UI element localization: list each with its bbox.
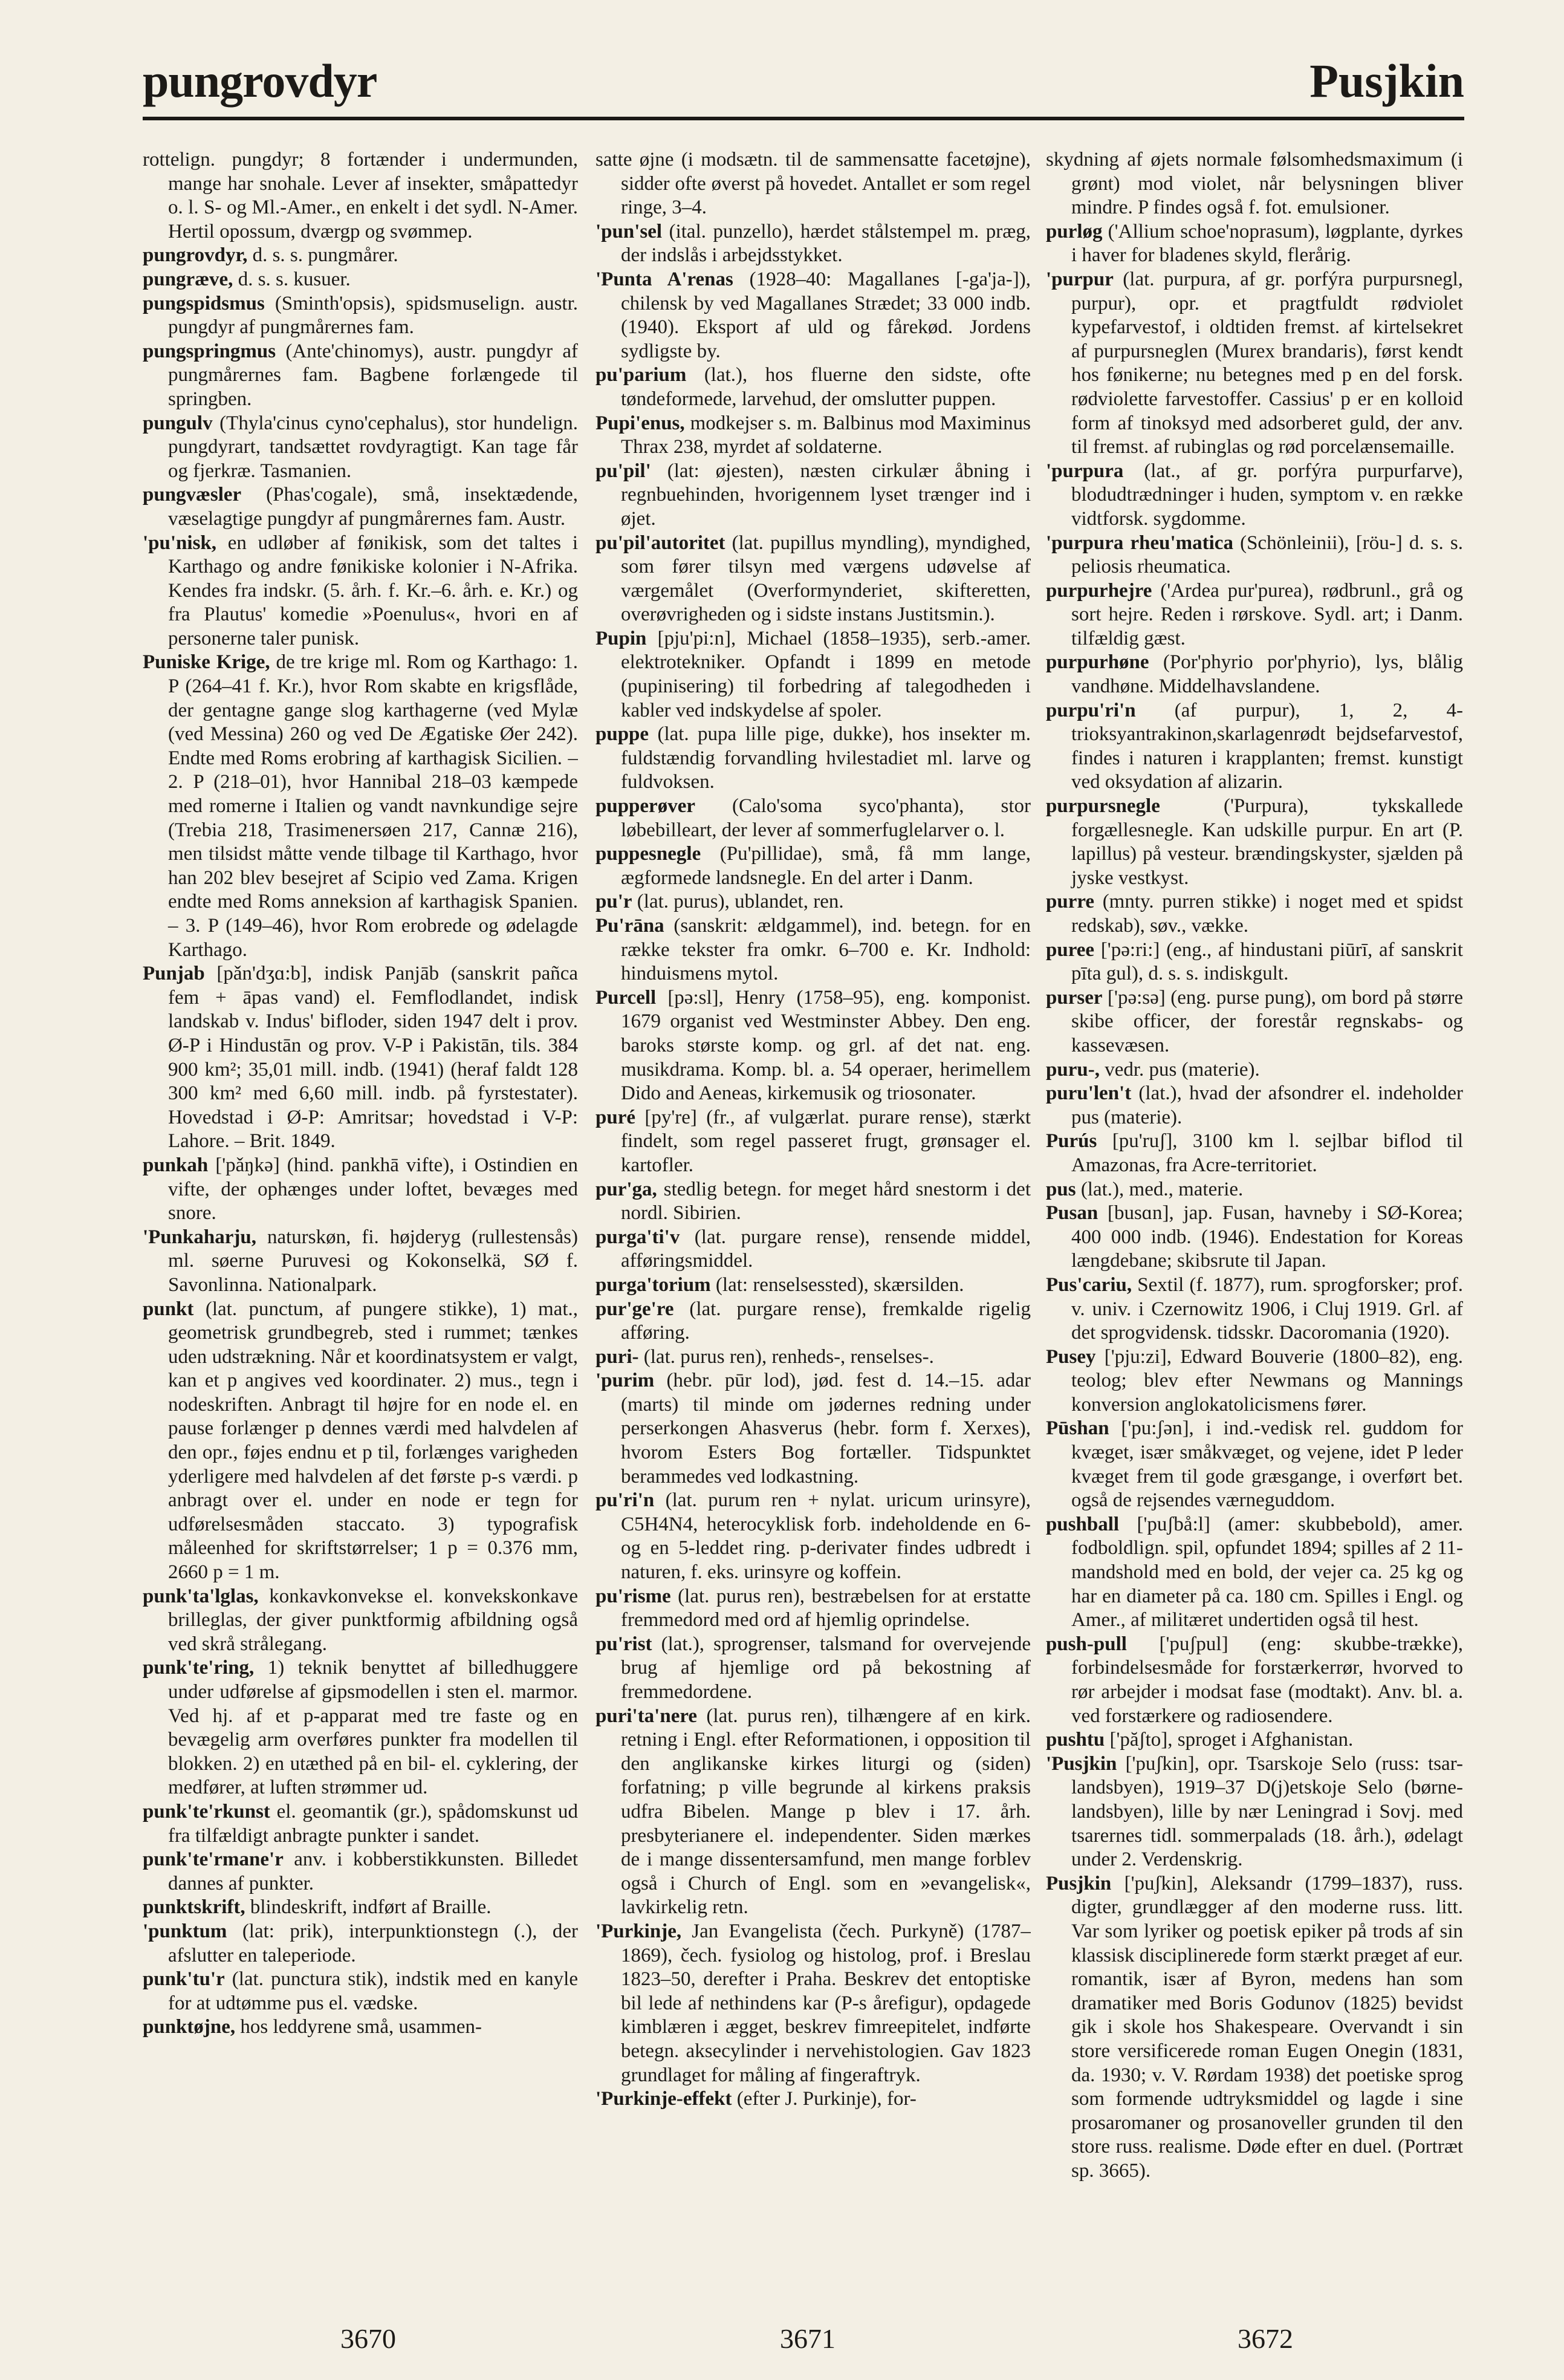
entry-headword: pu'risme bbox=[595, 1585, 671, 1607]
dictionary-entry bbox=[595, 723, 1031, 795]
page-header-right: Pusjkin bbox=[1309, 54, 1464, 107]
dictionary-entry bbox=[595, 148, 1031, 220]
dictionary-entry bbox=[143, 1800, 578, 1848]
dictionary-entry bbox=[143, 292, 578, 340]
dictionary-entry bbox=[595, 363, 1031, 411]
entry-text: stedlig betegn. for meget hård snestorm i det nordl. Sibirien. bbox=[621, 1178, 1031, 1224]
entry-headword: Pūshan bbox=[1046, 1417, 1109, 1440]
entry-headword: Pupin bbox=[595, 627, 647, 649]
entry-headword: puri'ta'nere bbox=[595, 1705, 698, 1727]
entry-headword: 'pun'sel bbox=[595, 220, 663, 242]
entry-text: (Calo'soma syco'phanta), stor løbebilleart, der lever af sommerfuglelarver o. l. bbox=[621, 795, 1031, 841]
entry-text: (lat. purus), ublandet, ren. bbox=[637, 891, 844, 913]
dictionary-entry bbox=[595, 460, 1031, 532]
dictionary-entry bbox=[1046, 938, 1463, 986]
entry-text: naturskøn, fi. højderyg (rullestensås) ml. søerne Puruvesi og Kokonselkä, SØ f. Savonlinna. Nationalpark. bbox=[168, 1226, 578, 1296]
dictionary-entry bbox=[595, 268, 1031, 363]
entry-headword: pu'rist bbox=[595, 1633, 652, 1655]
dictionary-entry bbox=[1046, 1058, 1463, 1082]
entry-headword: puppe bbox=[595, 723, 649, 746]
header-rule bbox=[143, 117, 1464, 120]
entry-text: [busɑn], jap. Fusan, havneby i SØ-Korea; 400 000 indb. (1946). Endestation for Koreas længdebane; skibsrute til Japan. bbox=[1071, 1202, 1463, 1272]
entry-text: (lat. punctura stik), indstik med en kanyle for at udtømme pus el. vædske. bbox=[168, 1968, 578, 2014]
dictionary-entry bbox=[1046, 1082, 1463, 1130]
entry-text: (Sminth'opsis), spidsmuselign. austr. pungdyr af pungmårernes fam. bbox=[168, 292, 578, 339]
entry-text: (lat. pupa lille pige, dukke), hos insekter m. fuldstændig forvandling hvilestadiet ml. larve og fuldvoksen. bbox=[621, 723, 1031, 793]
entry-text: (lat. purgare rense), fremkalde rigelig afføring. bbox=[621, 1298, 1031, 1344]
entry-text: ['pǎŋkə] (hind. pankhā vifte), i Ostindien en vifte, der ophænges under loftet, bevæges med snore. bbox=[168, 1154, 578, 1224]
dictionary-entry bbox=[595, 1369, 1031, 1489]
entry-text: (lat.), hvad der afsondrer el. indeholder pus (materie). bbox=[1071, 1082, 1463, 1128]
entry-headword: puru-, bbox=[1046, 1058, 1100, 1081]
entry-headword: pungspringmus bbox=[143, 340, 276, 362]
dictionary-entry bbox=[143, 148, 578, 244]
entry-headword: push-pull bbox=[1046, 1633, 1127, 1655]
dictionary-entry bbox=[595, 1226, 1031, 1273]
entry-headword: 'Pusjkin bbox=[1046, 1752, 1117, 1775]
entry-text: skydning af øjets normale følsomhedsmaximum (i grønt) mod violet, når belysningen bliver mindre. P findes også f. fot. emulsioner. bbox=[1046, 149, 1463, 219]
page-number-1: 3670 bbox=[340, 2323, 396, 2354]
entry-text: (Por'phyrio por'phyrio), lys, blålig vandhøne. Middelhavslandene. bbox=[1071, 651, 1463, 698]
dictionary-entry bbox=[595, 1585, 1031, 1633]
dictionary-entry bbox=[595, 795, 1031, 842]
dictionary-entry bbox=[595, 1489, 1031, 1584]
dictionary-entry bbox=[595, 220, 1031, 268]
entry-headword: purpu'ri'n bbox=[1046, 699, 1136, 721]
dictionary-entry bbox=[1046, 1417, 1463, 1512]
entry-headword: purga'ti'v bbox=[595, 1226, 680, 1248]
dictionary-entry bbox=[1046, 268, 1463, 460]
dictionary-entry bbox=[1046, 1178, 1463, 1202]
entry-headword: purpurhejre bbox=[1046, 579, 1152, 602]
entry-text: ['puʃkin], opr. Tsarskoje Selo (russ: tsar-landsbyen), 1919–37 D(j)etskoje Selo (børne-landsbyen), lille by nær Leningrad i Sovj. med tsarernes tidl. sommerpalads (18. årh.), ødelagt under 2. Verdenskrig. bbox=[1071, 1752, 1463, 1871]
entry-headword: pu'parium bbox=[595, 364, 687, 386]
entry-text: de tre krige ml. Rom og Karthago: 1. P (264–41 f. Kr.), hvor Rom skabte en krigsflåde, der gentagne gange slog karthagerne (ved Mylæ (ved Messina) 260 og ved De Ægatiske Øer 242). Endte med Roms erobring af karthagisk Sicilien. – 2. P (218–01), hvor Hannibal 218–03 kæmpede med romerne i Italien og vandt navnkundige sejre (Trebia 218, Trasimenersøen 217, Cannæ 216), men tilsidst måtte vende tilbage til Karthago, hvor han 202 blev besejret af Scipio ved Zama. Krigen endte med Roms anneksion af karthagisk Spanien. – 3. P (149–46), hvor Rom erobrede og ødelagde Karthago. bbox=[168, 651, 578, 961]
entry-text: ['puʃpul] (eng: skubbe-trække), forbindelsesmåde for forstærkerrør, hvorved to rør arbejder i modsat fase (modtakt). Anv. bl. a. ved forstærkere og radiosendere. bbox=[1071, 1633, 1463, 1727]
dictionary-entry bbox=[595, 1705, 1031, 1920]
column-3 bbox=[1046, 148, 1463, 2319]
dictionary-entry bbox=[1046, 1201, 1463, 1273]
dictionary-entry bbox=[1046, 651, 1463, 698]
entry-text: ['pju:zi], Edward Bouverie (1800–82), eng. teolog; blev efter Newmans og Mannings konversion anglokatolicismens fører. bbox=[1071, 1345, 1463, 1416]
entry-text: (lat. purgare rense), rensende middel, afføringsmiddel. bbox=[621, 1226, 1031, 1272]
dictionary-entry bbox=[595, 1920, 1031, 2087]
entry-headword: purløg bbox=[1046, 220, 1103, 242]
entry-text: (Ante'chinomys), austr. pungdyr af pungmårernes fam. Bagbene forlængede til springben. bbox=[168, 340, 578, 410]
entry-headword: purre bbox=[1046, 891, 1095, 913]
page-number-2: 3671 bbox=[780, 2323, 836, 2354]
dictionary-entry bbox=[1046, 1130, 1463, 1177]
entry-text: Jan Evangelista (čech. Purkyně) (1787–1869), čech. fysiolog og histolog, prof. i Breslau 1823–50, derefter i Praha. Beskrev det entoptiske bil lede af nethindens kar (P-s årefigur), opdagede kimblæren i ægget, beskrev fimreepitelet, indførte betegn. aksecylinder i nervehistologien. Gav 1823 grundlaget for måling af fingeraftryk. bbox=[621, 1920, 1031, 2086]
dictionary-entry bbox=[595, 412, 1031, 460]
entry-headword: pungrovdyr, bbox=[143, 244, 248, 267]
entry-text: (lat. purus ren), tilhængere af en kirk. retning i Engl. efter Reformationen, i opposition til den anglikanske kirkes liturgi og (siden) forfatning; p ville begrunde al kirkens praksis udfra Bibelen. Mange p blev i 17. årh. presbyterianere el. independenter. Siden mærkes de i mange dissentersamfund, men mange forblev også i Church of Engl. som en »evangelisk«, lavkirkelig retn. bbox=[621, 1705, 1031, 1919]
entry-text: ['pu:ʃən], i ind.-vedisk rel. guddom for kvæget, især småkvæget, og vejene, idet P leder kvæget frem til gode græsgange, i overført bet. også de rejsendes værneguddom. bbox=[1071, 1417, 1463, 1512]
entry-headword: Pusan bbox=[1046, 1202, 1098, 1224]
dictionary-entry bbox=[595, 532, 1031, 627]
entry-headword: 'purpura bbox=[1046, 460, 1124, 482]
dictionary-entry bbox=[1046, 532, 1463, 579]
entry-headword: Puniske Krige, bbox=[143, 651, 270, 674]
dictionary-entry bbox=[143, 1226, 578, 1298]
dictionary-entry bbox=[595, 842, 1031, 890]
dictionary-entry bbox=[1046, 1345, 1463, 1417]
dictionary-entry bbox=[143, 962, 578, 1154]
dictionary-entry bbox=[143, 651, 578, 962]
entry-headword: pu'ri'n bbox=[595, 1489, 655, 1512]
entry-text: ['puʃbå:l] (amer: skubbebold), amer. fodboldlign. spil, opfundet 1894; spilles af 2 11-mandshold med en bold, der vejer ca. 25 kg og har en diameter på ca. 180 cm. Spilles i Engl. og Amer., af militæret undertiden også til hest. bbox=[1071, 1513, 1463, 1631]
entry-text: modkejser s. m. Balbinus mod Maximinus Thrax 238, myrdet af soldaterne. bbox=[621, 412, 1031, 458]
entry-headword: Purús bbox=[1046, 1130, 1097, 1153]
entry-text: ['pə:ri:] (eng., af hindustani piūrī, af sanskrit pīta gul), d. s. s. indiskgult. bbox=[1071, 938, 1463, 985]
entry-text: (lat: øjesten), næsten cirkulær åbning i regnbuehinden, hvorigennem lyset trænger ind i øjet. bbox=[621, 460, 1031, 530]
dictionary-entry bbox=[595, 1298, 1031, 1345]
dictionary-entry bbox=[1046, 220, 1463, 268]
entry-headword: purga'torium bbox=[595, 1273, 711, 1296]
entry-text: rottelign. pungdyr; 8 fortænder i undermunden, mange har snohale. Lever af insekter, småpattedyr o. l. S- og Ml.-Amer., en enkelt i det sydl. N-Amer. Hertil opossum, dværgp og svømmep. bbox=[143, 149, 578, 242]
entry-text: hos leddyrene små, usammen- bbox=[240, 2016, 482, 2038]
entry-text: [py're] (fr., af vulgærlat. purare rense), stærkt findelt, som regel passeret frugt, grønsager el. kartofler. bbox=[621, 1106, 1031, 1176]
dictionary-entry bbox=[1046, 890, 1463, 938]
entry-text: d. s. s. pungmårer. bbox=[252, 244, 398, 267]
entry-headword: Pusey bbox=[1046, 1345, 1096, 1368]
dictionary-entry bbox=[1046, 148, 1463, 220]
dictionary-entry bbox=[143, 532, 578, 651]
entry-text: el. geomantik (gr.), spådomskunst ud fra tilfældigt anbragte punkter i sandet. bbox=[168, 1800, 578, 1847]
entry-headword: punk'te'rmane'r bbox=[143, 1848, 284, 1871]
entry-headword: 'pu'nisk, bbox=[143, 532, 217, 554]
dictionary-entry bbox=[143, 1154, 578, 1226]
entry-headword: purser bbox=[1046, 986, 1103, 1009]
entry-text: ('Ardea pur'purea), rødbrunl., grå og sort hejre. Reden i rørskove. Sydl. art; i Danm. tilfældig gæst. bbox=[1071, 579, 1463, 649]
entry-headword: Pupi'enus, bbox=[595, 412, 685, 434]
entry-headword: pu'r bbox=[595, 891, 632, 913]
entry-headword: punkah bbox=[143, 1154, 209, 1176]
column-2 bbox=[595, 148, 1031, 2319]
entry-text: (lat.), med., materie. bbox=[1080, 1178, 1244, 1200]
entry-text: d. s. s. kusuer. bbox=[238, 268, 351, 290]
entry-text: satte øjne (i modsætn. til de sammensatte facetøjne), sidder ofte øverst på hovedet. Antallet er som regel ringe, 3–4. bbox=[595, 149, 1031, 219]
dictionary-entry bbox=[1046, 795, 1463, 890]
page-header-left: pungrovdyr bbox=[143, 54, 377, 107]
dictionary-entry bbox=[595, 2087, 1031, 2112]
dictionary-entry bbox=[143, 340, 578, 412]
dictionary-entry bbox=[595, 627, 1031, 723]
entry-headword: 'Punta A'renas bbox=[595, 268, 733, 290]
entry-headword: Punjab bbox=[143, 963, 205, 985]
dictionary-entry bbox=[1046, 579, 1463, 651]
dictionary-entry bbox=[143, 1585, 578, 1657]
dictionary-entry bbox=[595, 1345, 1031, 1370]
entry-headword: pushtu bbox=[1046, 1729, 1105, 1751]
entry-text: (lat. purus ren), bestræbelsen for at erstatte fremmedord med ord af hjemlig oprindelse. bbox=[621, 1585, 1031, 1631]
entry-text: (af purpur), 1, 2, 4-trioksyantrakinon,skarlagenrødt bejdsefarvestof, findes i naturen i krapplanten; fremst. kunstigt ved oksydation af alizarin. bbox=[1071, 699, 1463, 793]
entry-headword: purpurhøne bbox=[1046, 651, 1149, 674]
entry-headword: pungræve, bbox=[143, 268, 233, 290]
entry-text: ('Allium schoe'noprasum), løgplante, dyrkes i haver for bladenes skyld, flerårig. bbox=[1071, 220, 1463, 267]
entry-text: anv. i kobberstikkunsten. Billedet dannes af punkter. bbox=[168, 1848, 578, 1894]
entry-headword: pu'pil' bbox=[595, 460, 651, 482]
entry-text: (Pu'pillidae), små, få mm lange, ægformede landsnegle. En del arter i Danm. bbox=[621, 843, 1031, 889]
entry-text: (mnty. purren stikke) i noget med et spidst redskab), søv., vække. bbox=[1071, 891, 1463, 937]
dictionary-entry bbox=[1046, 1513, 1463, 1633]
entry-text: (Schönleinii), [röu-] d. s. s. peliosis rheumatica. bbox=[1071, 532, 1463, 578]
dictionary-entry bbox=[143, 412, 578, 484]
dictionary-entry bbox=[143, 1920, 578, 1968]
entry-text: en udløber af fønikisk, som det taltes i Karthago og andre fønikiske kolonier i N-Afrika. Kendes fra indskr. (5. årh. f. Kr.–6. årh. e. Kr.) og fra Plautus' komedie »Poenulus«, hvori en af personerne taler punisk. bbox=[168, 532, 578, 649]
entry-headword: 'purim bbox=[595, 1370, 655, 1392]
entry-text: (Thyla'cinus cyno'cephalus), stor hundelign. pungdyrart, tandsættet rovdyragtigt. Kan tage får og fjerkræ. Tasmanien. bbox=[168, 412, 578, 482]
dictionary-entry bbox=[595, 890, 1031, 914]
dictionary-entry bbox=[1046, 1872, 1463, 2183]
entry-headword: pur'ge're bbox=[595, 1298, 674, 1320]
entry-text: (lat. punctum, af pungere stikke), 1) mat., geometrisk grundbegreb, sted i rummet; tænkes uden udstrækning. Når et koordinatsystem er valgt, kan et p angives ved koordinater. 2) mus., tegn i nodeskriften. Anbragt til højre for en node el. en pause forlænger p dennes værdi med halvdelen af den opr., føjes endnu et p til, forlænges varigheden yderligere med halvdelen af det første p-s værdi. p anbragt over el. under en node er tegn for udførelsesmåden staccato. 3) typografisk måleenhed for skriftstørrelser; 1 p = 0.376 mm, 2660 p = 1 m. bbox=[168, 1298, 578, 1584]
entry-text: 1) teknik benyttet af billedhuggere under udførelse af gipsmodellen i sten el. marmor. Ved hj. af et p-apparat med tre faste og en bevægelig arm overføres punkter fra modellen til blokken. 2) en utæthed på en bil- el. cyklering, der medfører, at luften strømmer ud. bbox=[168, 1657, 578, 1799]
entry-text: konkavkonvekse el. konvekskonkave brilleglas, der giver punktformig afbildning også ved skrå strålegang. bbox=[168, 1585, 578, 1655]
column-1 bbox=[143, 148, 578, 2319]
entry-headword: puré bbox=[595, 1106, 635, 1128]
dictionary-entry bbox=[143, 1968, 578, 2015]
entry-headword: 'Purkinje, bbox=[595, 1920, 682, 1942]
dictionary-entry bbox=[1046, 1752, 1463, 1872]
dictionary-entry bbox=[143, 483, 578, 531]
entry-headword: pur'ga, bbox=[595, 1178, 657, 1200]
entry-headword: punk'tu'r bbox=[143, 1968, 225, 1991]
page-number-3: 3672 bbox=[1238, 2323, 1293, 2354]
entry-headword: Pusjkin bbox=[1046, 1872, 1112, 1894]
entry-text: (lat. purum ren + nylat. uricum urinsyre), C5H4N4, heterocyklisk forb. indeholdende en 6- og en 5-leddet ring. p-derivater findes udbredt i naturen, f. eks. urinsyre og koffein. bbox=[621, 1489, 1031, 1584]
entry-text: ['pə:sə] (eng. purse pung), om bord på større skibe officer, der forestår regnskabs- og kassevæsen. bbox=[1071, 986, 1463, 1056]
dictionary-entry bbox=[595, 1633, 1031, 1705]
entry-text: blindeskrift, indført af Braille. bbox=[250, 1896, 492, 1919]
entry-headword: 'purpur bbox=[1046, 268, 1114, 290]
entry-text: ['păʃto], sproget i Afghanistan. bbox=[1109, 1729, 1354, 1751]
entry-headword: Purcell bbox=[595, 986, 657, 1009]
entry-headword: punktøjne, bbox=[143, 2016, 236, 2038]
entry-text: (efter J. Purkinje), for- bbox=[736, 2088, 917, 2110]
entry-text: (lat.), sprogrenser, talsmand for overvejende brug af hjemlige ord på bekostning af fremmedordene. bbox=[621, 1633, 1031, 1703]
entry-text: (hebr. pūr lod), jød. fest d. 14.–15. adar (marts) til minde om jødernes redning under perserkongen Ahasverus (hebr. form f. Xerxes), hvorom Esters Bog fortæller. Tidspunktet berammedes ved lodkastning. bbox=[621, 1370, 1031, 1487]
entry-headword: puru'len't bbox=[1046, 1082, 1132, 1105]
dictionary-entry bbox=[143, 268, 578, 292]
entry-headword: 'purpura rheu'matica bbox=[1046, 532, 1233, 554]
dictionary-entry bbox=[595, 986, 1031, 1106]
entry-headword: Pu'rāna bbox=[595, 915, 664, 937]
entry-headword: 'Purkinje-effekt bbox=[595, 2088, 732, 2110]
entry-headword: pungulv bbox=[143, 412, 213, 434]
entry-text: (lat.), hos fluerne den sidste, ofte tøndeformede, larvehud, der omslutter puppen. bbox=[621, 364, 1031, 410]
entry-text: (lat: prik), interpunktionstegn (.), der afslutter en taleperiode. bbox=[168, 1920, 578, 1966]
dictionary-entry bbox=[1046, 460, 1463, 532]
dictionary-entry bbox=[1046, 1273, 1463, 1345]
entry-text: (lat: renselsessted), skærsilden. bbox=[715, 1273, 964, 1296]
entry-headword: puri- bbox=[595, 1345, 639, 1368]
entry-headword: puree bbox=[1046, 938, 1095, 961]
dictionary-entry bbox=[595, 914, 1031, 986]
entry-text: (ital. punzello), hærdet stålstempel m. præg, der indslås i arbejdsstykket. bbox=[621, 220, 1031, 267]
entry-headword: pungvæsler bbox=[143, 484, 242, 506]
entry-text: ('Purpura), tykskallede forgællesnegle. Kan udskille purpur. En art (P. lapillus) på vesteur. brændingskyster, sjælden på jyske vestkyst. bbox=[1071, 795, 1463, 889]
entry-headword: purpursnegle bbox=[1046, 795, 1160, 818]
entry-headword: punk'te'ring, bbox=[143, 1657, 255, 1679]
entry-headword: pus bbox=[1046, 1178, 1076, 1200]
entry-headword: puppesnegle bbox=[595, 843, 701, 865]
entry-headword: punk'te'rkunst bbox=[143, 1800, 270, 1822]
entry-headword: pu'pil'autoritet bbox=[595, 532, 725, 554]
entry-text: ['puʃkin], Aleksandr (1799–1837), russ. digter, grundlægger af den moderne russ. litt. Var som lyriker og poetisk epiker på trods af sin klassisk disciplinerede form stærkt præget af eur. romantik, især af Byron, medens han som dramatiker med Boris Godunov (1825) bevidst gik i skole hos Shakespeare. Overvandt i sin store versificerede roman Eugen Onegin (1831, da. 1930; v. V. Rørdam 1938) det poetiske sprog som formende udtryksmiddel og lagde i sine prosaromaner og prosanoveller grunden til den store russ. realisme. Døde efter en duel. (Portræt sp. 3665). bbox=[1071, 1872, 1463, 2182]
entry-text: (lat. purpura, af gr. porfýra purpursnegl, purpur), opr. et pragtfuldt rødviolet kypefarvestof, i oldtiden fremst. af kirtelsekret af purpursneglen (Murex brandaris), først kendt hos fønikerne; nu betegnes med p en del forsk. rødviolette farvestoffer. Cassius' p er en kolloid form af tinoksyd med adsorberet guld, der anv. til fremst. af rubinglas og rød porcelænsemaille. bbox=[1071, 268, 1463, 458]
entry-headword: pushball bbox=[1046, 1513, 1120, 1535]
dictionary-entry bbox=[143, 1896, 578, 1920]
entry-headword: punktskrift, bbox=[143, 1896, 245, 1919]
entry-text: (sanskrit: ældgammel), ind. betegn. for en række tekster fra omkr. 6–700 e. Kr. Indhold: hinduismens mytol. bbox=[621, 915, 1031, 985]
entry-headword: pupperøver bbox=[595, 795, 695, 818]
entry-headword: Pus'cariu, bbox=[1046, 1273, 1132, 1296]
dictionary-entry bbox=[595, 1106, 1031, 1178]
dictionary-entry bbox=[1046, 1728, 1463, 1752]
entry-text: (1928–40: Magallanes [-ga'ja-]), chilensk by ved Magallanes Strædet; 33 000 indb. (1940). Eksport af uld og fårekød. Jordens sydligste by. bbox=[621, 268, 1031, 362]
entry-text: Sextil (f. 1877), rum. sprogforsker; prof. v. univ. i Czernowitz 1906, i Cluj 1919. Grl. af det sprogvidensk. tidsskr. Dacoromania (1920). bbox=[1071, 1273, 1463, 1344]
entry-text: (lat., af gr. porfýra purpurfarve), blodudtrædninger i huden, symptom v. en række vidtforsk. sygdomme. bbox=[1071, 460, 1463, 530]
dictionary-entry bbox=[143, 1848, 578, 1896]
dictionary-entry bbox=[1046, 986, 1463, 1058]
dictionary-entry bbox=[143, 1656, 578, 1800]
dictionary-entry bbox=[1046, 1633, 1463, 1728]
entry-text: (lat. purus ren), renheds-, renselses-. bbox=[643, 1345, 934, 1368]
entry-headword: punk'ta'lglas, bbox=[143, 1585, 259, 1607]
entry-text: [pju'pi:n], Michael (1858–1935), serb.-amer. elektrotekniker. Opfandt i 1899 en metode (pupinisering) til forbedring af talegodheden i kabler ved indskydelse af spoler. bbox=[621, 627, 1031, 721]
entry-headword: punkt bbox=[143, 1298, 194, 1320]
entry-text: vedr. pus (materie). bbox=[1105, 1058, 1260, 1081]
dictionary-entry bbox=[595, 1273, 1031, 1298]
entry-text: (lat. pupillus myndling), myndighed, som fører tilsyn med værgens udøvelse af værgemålet (Overformynderiet, skifteretten, overøvrigheden og i sidste instans Justitsmin.). bbox=[621, 532, 1031, 626]
entry-text: [pu'ruʃ], 3100 km l. sejlbar biflod til Amazonas, fra Acre-territoriet. bbox=[1071, 1130, 1463, 1176]
dictionary-entry bbox=[1046, 699, 1463, 795]
entry-text: [pə:sl], Henry (1758–95), eng. komponist. 1679 organist ved Westminster Abbey. Den eng. baroks største komp. og grl. af det nat. eng. musikdrama. Komp. bl. a. 54 operaer, herimellem Dido and Aeneas, kirkemusik og triosonater. bbox=[621, 986, 1031, 1105]
dictionary-entry bbox=[143, 244, 578, 268]
dictionary-entry bbox=[143, 1298, 578, 1585]
entry-headword: 'Punkaharju, bbox=[143, 1226, 256, 1248]
entry-text: [pǎn'dʒɑ:b], indisk Panjāb (sanskrit pañca fem + āpas vand) el. Femflodlandet, indisk landskab v. Indus' bifloder, siden 1947 delt i prov. Ø-P i Hindustān og prov. V-P i Pakistān, tils. 384 900 km²; 35,01 mill. indb. (1941) (heraf faldt 128 300 km² med 6,60 mill. indb. på fyrstestater). Hovedstad i Ø-P: Amritsar; hovedstad i V-P: Lahore. – Brit. 1849. bbox=[168, 963, 578, 1153]
entry-headword: pungspidsmus bbox=[143, 292, 265, 314]
entry-text: (Phas'cogale), små, insektædende, væselagtige pungdyr af pungmårernes fam. Austr. bbox=[168, 484, 578, 530]
dictionary-entry bbox=[143, 2015, 578, 2040]
dictionary-entry bbox=[595, 1178, 1031, 1226]
entry-headword: 'punktum bbox=[143, 1920, 227, 1942]
